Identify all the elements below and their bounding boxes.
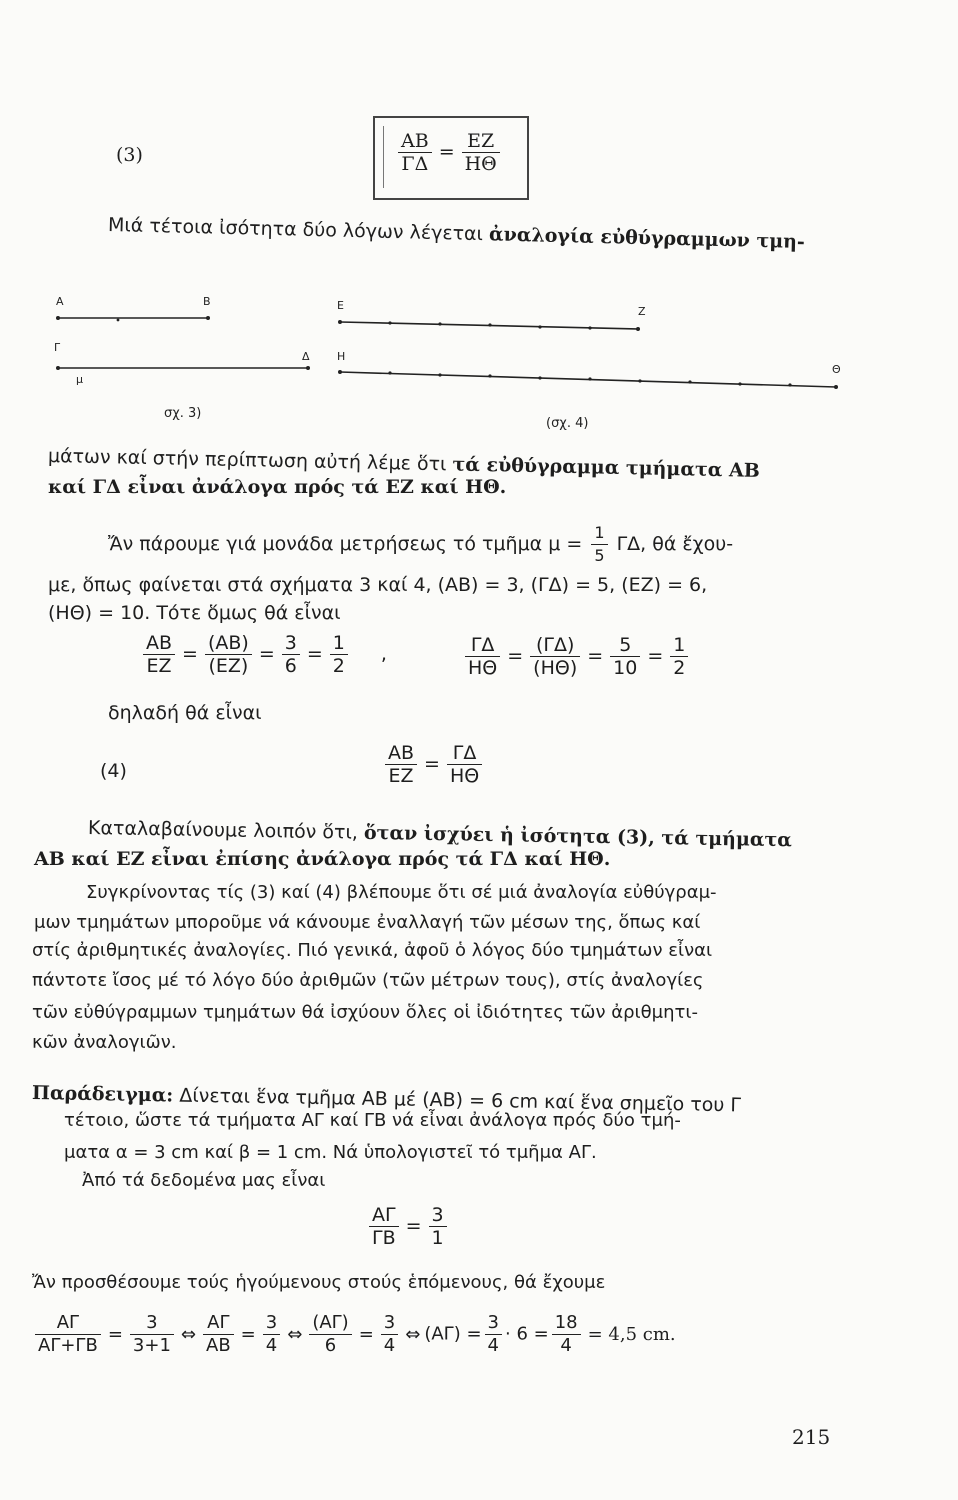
- equation-5: $\frac{A\Gamma}{\Gamma B}$ = $\frac{3}{1}$: [366, 1204, 450, 1249]
- numerator: 5: [610, 634, 640, 657]
- fraction: [381, 1312, 398, 1357]
- term-highlight: ἀναλογία εὐθύγραμμων τμη-: [488, 223, 806, 254]
- numerator: AB: [385, 742, 417, 765]
- text: Ἄν πάρουμε γιά μονάδα μετρήσεως τό τμῆμα μ =: [108, 533, 583, 555]
- term-highlight: τά εὐθύγραμμα τμήματα AB: [452, 453, 760, 482]
- numerator: 3: [130, 1312, 174, 1335]
- fraction: [203, 1312, 234, 1357]
- example-title: Παράδειγμα:: [31, 1082, 174, 1107]
- numerator: 3: [429, 1204, 447, 1227]
- denominator: ΓΔ: [401, 153, 429, 175]
- fraction: [385, 742, 417, 787]
- denominator: 2: [332, 655, 345, 677]
- denominator: (HΘ): [533, 657, 578, 679]
- fraction: [447, 742, 482, 787]
- denominator: 3+1: [132, 1335, 171, 1356]
- denominator: HΘ: [464, 153, 497, 175]
- numerator: AB: [398, 130, 432, 153]
- segment-figures: [40, 285, 920, 435]
- numerator: 3: [282, 632, 300, 655]
- paragraph-1-line-3: καί ΓΔ εἶναι ἀνάλογα πρός τά EZ καί HΘ.: [48, 476, 507, 498]
- paragraph-2-line-2: με, ὅπως φαίνεται στά σχήματα 3 καί 4, (AB) = 3, (ΓΔ) = 5, (EZ) = 6,: [48, 574, 708, 596]
- example-line-4: Ἀπό τά δεδομένα μας εἶναι: [82, 1170, 326, 1191]
- paragraph-4-line-1: Συγκρίνοντας τίς (3) καί (4) βλέπουμε ὅτι σέ μιά ἀναλογία εὐθύγραμ-: [86, 882, 717, 903]
- paragraph-2-line-1: [108, 522, 733, 567]
- denominator: HΘ: [468, 657, 498, 679]
- example-line-5: Ἄν προσθέσουμε τούς ἡγούμενους στούς ἑπόμενους, θά ἔχουμε: [32, 1272, 606, 1293]
- denominator: HΘ: [449, 765, 480, 787]
- point-label-Z: Z: [638, 305, 646, 318]
- numerator: 1: [330, 632, 348, 655]
- numerator: AΓ: [35, 1312, 101, 1335]
- point-label-A: A: [56, 295, 64, 308]
- text-dilladi: δηλαδή θά εἶναι: [108, 702, 262, 724]
- fraction: [485, 1312, 502, 1357]
- equation-label-4: (4): [100, 760, 127, 782]
- denominator: (EZ): [208, 655, 249, 677]
- equation-6: $\frac{A\Gamma}{A\Gamma+\Gamma B}$ = $\frac{3}{3+1}$ ⇔ $\frac{A\Gamma}{AB}$ = $\frac{3}{4}$ ⇔ $\frac{(A\Gamma)}{6}$ = $\frac{3}{4}$ ⇔ (AΓ) = $\frac{3}{4}$ · 6 = $\frac{18}{4}$ = 4,5 cm.: [32, 1312, 680, 1357]
- numerator: 18: [552, 1312, 581, 1335]
- denominator: 10: [613, 657, 638, 679]
- equation-ratio-GD-HTh: $\frac{\Gamma\Delta}{H\Theta}$ = $\frac{(\Gamma\Delta)}{(H\Theta)}$ = $\frac{5}{10}$ = $\frac{1}{2}$: [462, 634, 691, 679]
- fraction: [552, 1312, 581, 1357]
- denominator: 4: [560, 1335, 572, 1356]
- denominator: 2: [673, 657, 686, 679]
- iff-symbol: ⇔: [405, 1323, 421, 1345]
- fraction: [462, 130, 500, 175]
- figure-caption-3: σχ. 3): [164, 406, 202, 421]
- page-number: 215: [792, 1425, 831, 1449]
- fraction: [282, 632, 300, 677]
- iff-symbol: ⇔: [287, 1323, 303, 1345]
- numerator: 1: [670, 634, 688, 657]
- numerator: 1: [591, 522, 607, 545]
- equation-ratio-AB-EZ: $\frac{AB}{EZ}$ = $\frac{(AB)}{(EZ)}$ = $\frac{3}{6}$ = $\frac{1}{2}$ ,: [140, 632, 387, 677]
- fraction: [205, 632, 252, 677]
- numerator: 3: [381, 1312, 398, 1335]
- denominator: AΓ+ΓB: [38, 1335, 98, 1356]
- fraction: [429, 1204, 447, 1249]
- point-label-E: E: [337, 299, 344, 312]
- denominator: 4: [265, 1335, 278, 1356]
- fraction: [670, 634, 688, 679]
- fraction: [130, 1312, 174, 1357]
- fraction: [530, 634, 580, 679]
- fraction: [369, 1204, 399, 1249]
- point-label-D: Δ: [302, 350, 310, 363]
- fraction: [143, 632, 175, 677]
- denominator: 6: [284, 655, 297, 677]
- equation-label-3: (3): [116, 144, 143, 166]
- paragraph-1-line-1: [108, 212, 805, 255]
- numerator: AΓ: [369, 1204, 399, 1227]
- numerator: (ΓΔ): [530, 634, 580, 657]
- denominator: 5: [594, 546, 605, 565]
- paragraph-2-line-3: (HΘ) = 10. Τότε ὅμως θά εἶναι: [48, 602, 341, 624]
- paragraph-4-line-6: κῶν ἀναλογιῶν.: [32, 1032, 177, 1053]
- figure-caption-4: (σχ. 4): [546, 416, 589, 431]
- denominator: EZ: [146, 655, 172, 677]
- point-label-G: Γ: [54, 341, 61, 354]
- denominator: AB: [206, 1335, 231, 1356]
- numerator: AB: [143, 632, 175, 655]
- denominator: 1: [431, 1227, 444, 1249]
- denominator: 6: [324, 1335, 337, 1356]
- paragraph-4-line-2: μων τμημάτων μποροῦμε νά κάνουμε ἐναλλαγή τῶν μέσων της, ὅπως καί: [34, 912, 701, 933]
- text: μάτων καί στήν περίπτωση αὐτή λέμε ὅτι: [47, 445, 447, 476]
- segment-HTh: [340, 372, 836, 387]
- text: Δίνεται ἕνα τμῆμα AB μέ (AB) = 6 cm καί ἕνα σημεῖο του Γ: [179, 1084, 742, 1117]
- separator: ,: [380, 643, 387, 665]
- point-label-Th: Θ: [832, 363, 841, 376]
- point-label-H: H: [337, 350, 346, 363]
- text: ΓΔ, θά ἔχου-: [616, 533, 734, 555]
- fraction: [398, 130, 432, 175]
- paragraph-4-line-5: τῶν εὐθύγραμμων τμημάτων θά ἰσχύουν ὅλες οἱ ἰδιότητες τῶν ἀριθμητι-: [32, 1002, 698, 1023]
- numerator: ΓΔ: [447, 742, 482, 765]
- fraction: [309, 1312, 351, 1357]
- paragraph-4-line-4: πάντοτε ἴσος μέ τό λόγο δύο ἀριθμῶν (τῶν μέτρων τους), στίς ἀναλογίες: [32, 970, 704, 991]
- term-highlight: ὅταν ἰσχύει ἡ ἰσότητα (3), τά τμήματα: [363, 821, 793, 852]
- equation-4: $\frac{AB}{EZ}$ = $\frac{\Gamma\Delta}{H\Theta}$: [382, 742, 485, 787]
- fraction: [35, 1312, 101, 1357]
- text: Καταλαβαίνουμε λοιπόν ὅτι,: [87, 817, 359, 844]
- times-six: · 6 =: [505, 1323, 549, 1345]
- fraction: [591, 522, 607, 567]
- numerator: (AB): [205, 632, 252, 655]
- numerator: 3: [485, 1312, 502, 1335]
- fraction: [263, 1312, 280, 1357]
- denominator: EZ: [388, 765, 414, 787]
- point-label-B: B: [203, 295, 211, 308]
- fraction: [330, 632, 348, 677]
- example-line-2: τέτοιο, ὥστε τά τμήματα AΓ καί ΓB νά εἶναι ἀνάλογα πρός δύο τμή-: [64, 1110, 681, 1131]
- fraction: [610, 634, 640, 679]
- fraction: [465, 634, 500, 679]
- numerator: (AΓ): [309, 1312, 351, 1335]
- denominator: 4: [487, 1335, 499, 1356]
- paragraph-3-line-2: AB καί EZ εἶναι ἐπίσης ἀνάλογα πρός τά ΓΔ καί HΘ.: [34, 848, 611, 870]
- numerator: ΓΔ: [465, 634, 500, 657]
- paragraph-4-line-3: στίς ἀριθμητικές ἀναλογίες. Πιό γενικά, ἀφοῦ ὁ λόγος δύο τμημάτων εἶναι: [32, 940, 713, 961]
- result: = 4,5 cm.: [587, 1323, 676, 1345]
- iff-symbol: ⇔: [180, 1323, 196, 1345]
- example-line-3: ματα α = 3 cm καί β = 1 cm. Νά ὑπολογιστεῖ τό τμῆμα AΓ.: [64, 1142, 597, 1163]
- numerator: 3: [263, 1312, 280, 1335]
- denominator: 4: [383, 1335, 396, 1356]
- numerator: AΓ: [203, 1312, 234, 1335]
- text: Μιά τέτοια ἰσότητα δύο λόγων λέγεται: [107, 214, 484, 246]
- numerator: EZ: [462, 130, 500, 153]
- equation-3: $\frac{AB}{\Gamma\Delta}$ = $\frac{EZ}{H\Theta}$: [395, 130, 503, 175]
- equation-lhs: (AΓ) =: [424, 1323, 482, 1345]
- denominator: ΓB: [372, 1227, 396, 1249]
- unit-label-mu: μ: [76, 373, 83, 386]
